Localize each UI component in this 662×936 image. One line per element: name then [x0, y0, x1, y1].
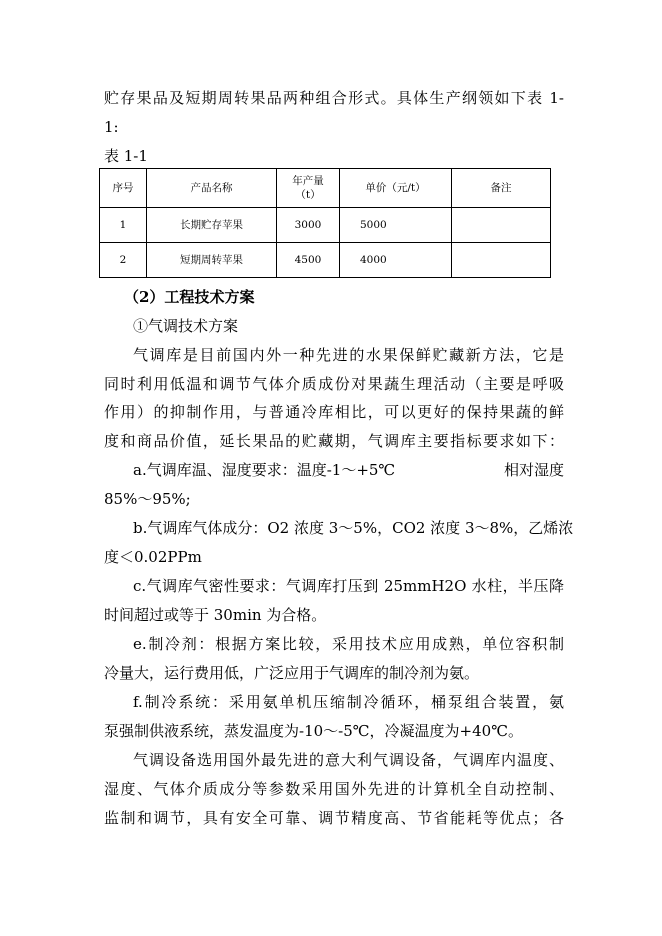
table-row: [100, 243, 551, 278]
item-f-line-2: 泵强制供液系统，蒸发温度为-10～-5℃，冷凝温度为+40℃。: [104, 722, 523, 740]
intro-line-1: 贮存果品及短期周转果品两种组合形式。具体生产纲领如下表 1-: [104, 89, 564, 107]
section-subheading: ①气调技术方案: [133, 317, 239, 335]
cell-price: 5000: [340, 208, 452, 243]
paragraph-1-line-1: 气调库是目前国内外一种先进的水果保鲜贮藏新方法，它是: [133, 346, 564, 364]
item-e-line-2: 冷量大，运行费用低，广泛应用于气调库的制冷剂为氨。: [104, 664, 480, 682]
item-a-humidity-label: 相对湿度: [503, 461, 564, 479]
cell-output: 3000: [277, 208, 340, 243]
table-caption: 表 1-1: [104, 147, 148, 165]
cell-index: 1: [100, 208, 147, 243]
header-remark: 备注: [452, 169, 551, 208]
item-a-line-1: [133, 460, 564, 480]
paragraph-1-line-2: 同时利用低温和调节气体介质成份对果蔬生理活动（主要是呼吸: [104, 375, 564, 393]
paragraph-1-line-4: 度和商品价值，延长果品的贮藏期，气调库主要指标要求如下：: [104, 432, 564, 450]
header-output-line-2: （t）: [295, 189, 321, 201]
cell-price: 4000: [340, 243, 452, 278]
cell-product: 短期周转苹果: [147, 243, 277, 278]
cell-remark: [452, 208, 551, 243]
paragraph-1-line-3: 作用）的抑制作用，与普通冷库相比，可以更好的保持果蔬的鲜: [104, 403, 564, 421]
paragraph-2-line-3: 监制和调节，具有安全可靠、调节精度高、节省能耗等优点；各: [104, 809, 564, 827]
item-c-line-1: c.气调库气密性要求：气调库打压到 25mmH2O 水柱，半压降: [133, 577, 564, 595]
cell-product: 长期贮存苹果: [147, 208, 277, 243]
header-output: [277, 169, 340, 208]
paragraph-2-line-2: 湿度、气体介质成分等参数采用国外先进的计算机全自动控制、: [104, 780, 564, 798]
item-b-line-1: b.气调库气体成分：O2 浓度 3～5%，CO2 浓度 3～8%，乙烯浓: [133, 519, 574, 537]
header-index: 序号: [100, 169, 147, 208]
intro-line-2: 1:: [104, 118, 119, 136]
header-output-line-1: 年产量: [292, 175, 324, 187]
table-header-row: [100, 169, 551, 208]
header-product: 产品名称: [147, 169, 277, 208]
cell-output: 4500: [277, 243, 340, 278]
paragraph-2-line-1: 气调设备选用国外最先进的意大利气调设备，气调库内温度、: [133, 751, 564, 769]
cell-index: 2: [100, 243, 147, 278]
item-a-line-2: 85%～95%;: [104, 490, 191, 508]
item-b-line-2: 度＜0.02PPm: [104, 548, 202, 566]
production-table: [99, 168, 551, 278]
item-f-line-1: f.制冷系统：采用氨单机压缩制冷循环，桶泵组合装置，氨: [133, 693, 564, 711]
item-e-line-1: e.制冷剂：根据方案比较，采用技术应用成熟，单位容积制: [133, 635, 564, 653]
cell-remark: [452, 243, 551, 278]
section-heading: （2）工程技术方案: [124, 288, 255, 306]
header-price: 单价（元/t）: [340, 169, 452, 208]
item-c-line-2: 时间超过或等于 30min 为合格。: [104, 606, 327, 624]
item-a-temperature: a.气调库温、湿度要求：温度-1～+5℃: [133, 461, 396, 479]
table-row: [100, 208, 551, 243]
